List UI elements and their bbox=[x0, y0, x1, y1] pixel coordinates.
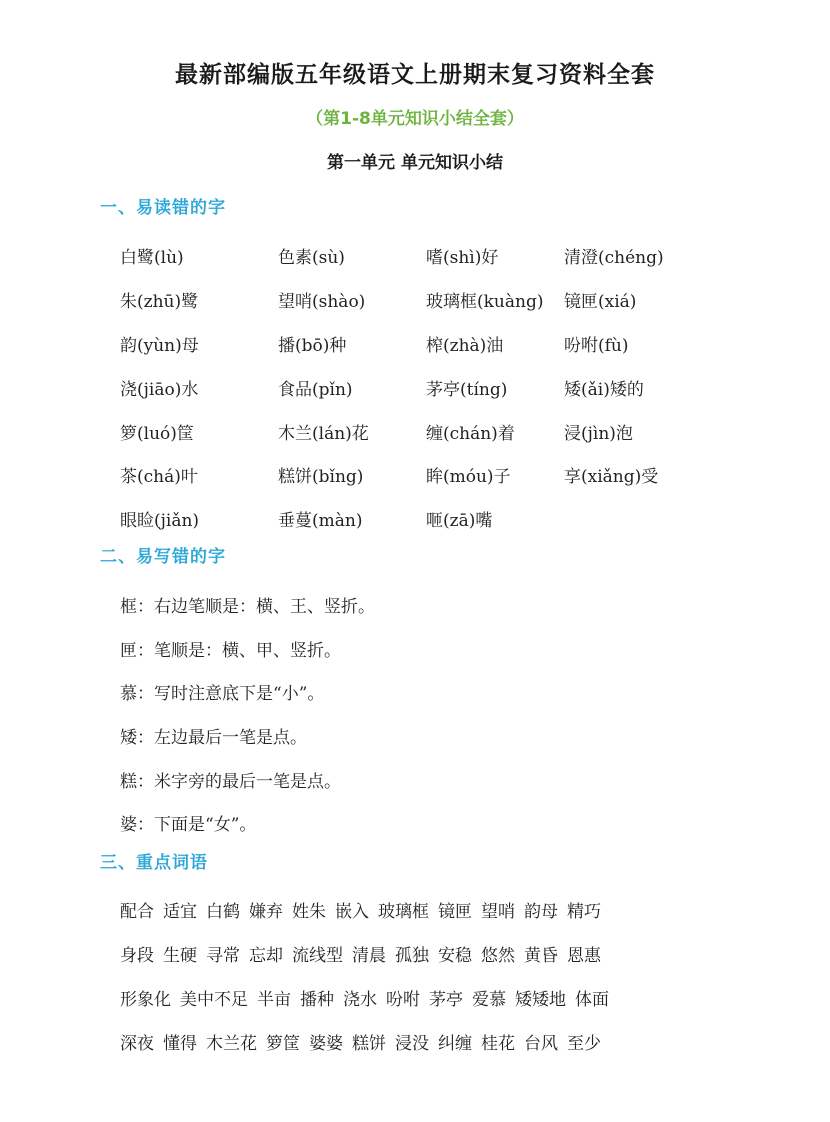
misread-entry: 吩咐(fù) bbox=[564, 335, 629, 356]
key-word: 婆婆 bbox=[309, 1033, 343, 1054]
key-words-row bbox=[120, 976, 760, 1020]
document-title: 最新部编版五年级语文上册期末复习资料全套 bbox=[175, 62, 655, 88]
misread-entry: 缠(chán)着 bbox=[426, 423, 515, 444]
misread-entry: 食品(pǐn) bbox=[278, 379, 353, 400]
key-word: 深夜 bbox=[120, 1033, 154, 1054]
misread-row bbox=[120, 365, 760, 409]
misread-entry: 浸(jìn)泡 bbox=[564, 423, 633, 444]
key-word: 身段 bbox=[120, 946, 154, 967]
key-word: 白鹤 bbox=[206, 902, 240, 923]
misread-entry: 色素(sù) bbox=[278, 248, 345, 269]
miswritten-note: 矮：左边最后一笔是点。 bbox=[120, 728, 307, 749]
key-word: 爱慕 bbox=[472, 989, 506, 1010]
key-words-list bbox=[120, 888, 760, 1063]
key-word: 形象化 bbox=[120, 989, 171, 1010]
misread-entry: 朱(zhū)鹭 bbox=[120, 292, 199, 313]
misread-entry: 清澄(chéng) bbox=[564, 248, 664, 269]
key-word: 糕饼 bbox=[352, 1033, 386, 1054]
unit-title: 第一单元 单元知识小结 bbox=[327, 153, 503, 173]
key-word: 悠然 bbox=[481, 946, 515, 967]
misread-entry: 矮(ǎi)矮的 bbox=[564, 379, 644, 400]
misread-entry: 眸(móu)子 bbox=[426, 467, 511, 488]
key-word: 播种 bbox=[300, 989, 334, 1010]
key-word: 黄昏 bbox=[524, 946, 558, 967]
misread-entry: 木兰(lán)花 bbox=[278, 423, 369, 444]
key-word: 纠缠 bbox=[438, 1033, 472, 1054]
miswritten-note: 婆：下面是“女”。 bbox=[120, 815, 257, 836]
key-word: 懂得 bbox=[163, 1033, 197, 1054]
section-heading-easy-miswritten: 二、易写错的字 bbox=[100, 547, 226, 567]
key-word: 韵母 bbox=[524, 902, 558, 923]
misread-characters-grid bbox=[120, 234, 760, 541]
key-word: 寻常 bbox=[206, 946, 240, 967]
key-word: 安稳 bbox=[438, 946, 472, 967]
misread-row bbox=[120, 497, 760, 541]
key-word: 流线型 bbox=[292, 946, 343, 967]
key-words-row bbox=[120, 932, 760, 976]
misread-entry: 白鹭(lù) bbox=[120, 248, 184, 269]
misread-entry: 咂(zā)嘴 bbox=[426, 511, 493, 532]
key-word: 嵌入 bbox=[335, 902, 369, 923]
key-word: 姓朱 bbox=[292, 902, 326, 923]
misread-entry: 望哨(shào) bbox=[278, 292, 366, 313]
key-word: 台风 bbox=[524, 1033, 558, 1054]
key-word: 茅亭 bbox=[429, 989, 463, 1010]
misread-entry: 嗜(shì)好 bbox=[426, 248, 499, 269]
key-word: 矮矮地 bbox=[515, 989, 566, 1010]
misread-entry: 榨(zhà)油 bbox=[426, 335, 504, 356]
key-word: 适宜 bbox=[163, 902, 197, 923]
key-word: 木兰花 bbox=[206, 1033, 257, 1054]
key-word: 浸没 bbox=[395, 1033, 429, 1054]
miswritten-note: 匣：笔顺是：横、甲、竖折。 bbox=[120, 640, 341, 661]
key-word: 玻璃框 bbox=[378, 902, 429, 923]
section-heading-easy-misread: 一、易读错的字 bbox=[100, 198, 226, 218]
misread-entry: 享(xiǎng)受 bbox=[564, 467, 659, 488]
misread-entry: 播(bō)种 bbox=[278, 335, 347, 356]
section-heading-key-words: 三、重点词语 bbox=[100, 853, 208, 873]
misread-row bbox=[120, 322, 760, 366]
key-word: 恩惠 bbox=[567, 946, 601, 967]
key-word: 半亩 bbox=[257, 989, 291, 1010]
misread-entry: 茶(chá)叶 bbox=[120, 467, 198, 488]
key-word: 配合 bbox=[120, 902, 154, 923]
key-word: 清晨 bbox=[352, 946, 386, 967]
key-word: 生硬 bbox=[163, 946, 197, 967]
misread-entry: 茅亭(tíng) bbox=[426, 379, 508, 400]
key-word: 箩筐 bbox=[266, 1033, 300, 1054]
miswritten-note: 框：右边笔顺是：横、王、竖折。 bbox=[120, 597, 375, 618]
misread-row bbox=[120, 234, 760, 278]
misread-entry: 镜匣(xiá) bbox=[564, 292, 637, 313]
misread-entry: 眼睑(jiǎn) bbox=[120, 511, 200, 532]
misread-entry: 糕饼(bǐng) bbox=[278, 467, 364, 488]
key-word: 至少 bbox=[567, 1033, 601, 1054]
misread-row bbox=[120, 453, 760, 497]
miswritten-note: 糕：米字旁的最后一笔是点。 bbox=[120, 771, 341, 792]
misread-entry: 玻璃框(kuàng) bbox=[426, 292, 544, 313]
key-word: 吩咐 bbox=[386, 989, 420, 1010]
key-word: 忘却 bbox=[249, 946, 283, 967]
document-subtitle: （第1-8单元知识小结全套） bbox=[306, 109, 524, 129]
key-words-row bbox=[120, 888, 760, 932]
key-word: 嫌弃 bbox=[249, 902, 283, 923]
key-word: 镜匣 bbox=[438, 902, 472, 923]
key-words-row bbox=[120, 1019, 760, 1063]
key-word: 精巧 bbox=[567, 902, 601, 923]
misread-entry: 韵(yùn)母 bbox=[120, 335, 199, 356]
miswritten-note: 慕：写时注意底下是“小”。 bbox=[120, 684, 325, 705]
miswritten-characters-list bbox=[120, 583, 740, 845]
key-word: 孤独 bbox=[395, 946, 429, 967]
key-word: 美中不足 bbox=[180, 989, 248, 1010]
key-word: 体面 bbox=[575, 989, 609, 1010]
key-word: 桂花 bbox=[481, 1033, 515, 1054]
misread-entry: 浇(jiāo)水 bbox=[120, 379, 199, 400]
key-word: 浇水 bbox=[343, 989, 377, 1010]
key-word: 望哨 bbox=[481, 902, 515, 923]
misread-entry: 箩(luó)筐 bbox=[120, 423, 194, 444]
misread-row bbox=[120, 409, 760, 453]
misread-entry: 垂蔓(màn) bbox=[278, 511, 363, 532]
misread-row bbox=[120, 278, 760, 322]
